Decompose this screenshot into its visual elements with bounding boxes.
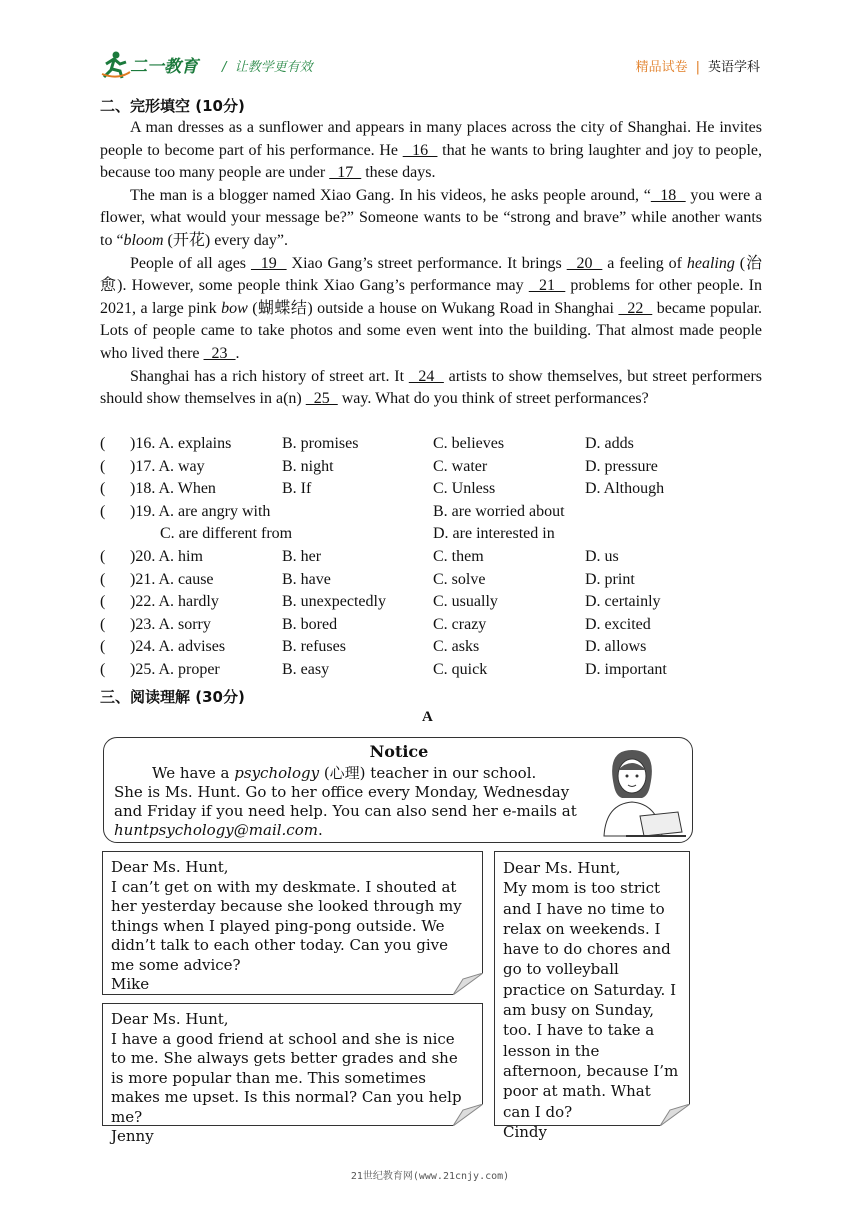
slogan-text: 让教学更有效 bbox=[234, 60, 313, 75]
letter-mike bbox=[102, 851, 483, 995]
option-num: )20. A. him bbox=[130, 547, 203, 565]
section-2-title: 二、完形填空 (10分) bbox=[100, 97, 245, 115]
cloze-paragraph bbox=[100, 253, 762, 366]
option-b: B. her bbox=[282, 547, 322, 565]
notice-line1c: (心理) teacher in our school. bbox=[319, 764, 537, 782]
passage-text: A man dresses as a sunflower and appears in many places across the city of Shanghai. He invites people to become part of his performance. He bbox=[100, 119, 762, 159]
cloze-paragraph bbox=[100, 366, 762, 411]
passage-label: A bbox=[422, 709, 433, 725]
option-num: )19. A. are angry with bbox=[130, 502, 271, 520]
header-slogan bbox=[222, 56, 313, 75]
passage-text: problems for other people. In 2021, a large pink bbox=[100, 277, 763, 317]
option-row bbox=[100, 433, 760, 456]
page-footer: 21世纪教育网(www.21cnjy.com) bbox=[350, 1171, 510, 1182]
option-num: )23. A. sorry bbox=[130, 615, 211, 633]
slash-divider: / bbox=[222, 60, 227, 75]
option-b: B. promises bbox=[282, 435, 359, 452]
passage-text: (治愈). However, some people think Xiao Gang’s performance may bbox=[100, 254, 763, 295]
option-b: B. have bbox=[282, 570, 331, 588]
header-tags bbox=[636, 56, 760, 75]
notice-psychology: psychology bbox=[234, 764, 320, 782]
cloze-passage bbox=[100, 117, 762, 411]
notice-rest: She is Ms. Hunt. Go to her office every Monday, Wednesday and Friday if you need help. You can also send her e-mails at bbox=[114, 783, 577, 820]
option-d: D. Although bbox=[585, 480, 665, 498]
letter-cindy bbox=[494, 851, 690, 1141]
answer-paren[interactable]: ( bbox=[100, 435, 106, 452]
notice-email: huntpsychology@mail.com bbox=[114, 821, 318, 839]
option-row bbox=[100, 636, 760, 659]
cloze-options bbox=[100, 433, 760, 682]
teacher-laptop-icon bbox=[592, 746, 688, 838]
option-row bbox=[100, 456, 760, 479]
blank-23: 23 bbox=[203, 344, 236, 362]
answer-paren[interactable]: ( bbox=[100, 480, 106, 498]
blank-17: 17 bbox=[329, 164, 362, 182]
option-d: D. pressure bbox=[585, 457, 658, 475]
option-d: D. excited bbox=[585, 615, 651, 633]
option-c: C. asks bbox=[433, 638, 480, 656]
option-c: C. Unless bbox=[433, 480, 496, 498]
passage-text: (开花) every day”. bbox=[163, 231, 288, 249]
answer-paren[interactable]: ( bbox=[100, 660, 106, 678]
passage-text: way. What do you think of street performances? bbox=[337, 390, 649, 408]
italic-word: healing bbox=[686, 254, 735, 272]
passage-text: artists to show themselves, but street performers should show themselves in a(n) bbox=[100, 367, 763, 408]
notice-line1a: We have a bbox=[152, 764, 235, 782]
notice-end: . bbox=[317, 821, 323, 839]
page-header bbox=[100, 48, 760, 82]
option-num: )22. A. hardly bbox=[130, 593, 219, 611]
page-curl-icon bbox=[660, 1104, 690, 1126]
letter-cindy-text: Dear Ms. Hunt, My mom is too strict and I have no time to relax on weekends. I have to do chores and go to volleyball practice on Saturday. I am busy on Sunday, too. I have to take a lesson in the afternoon, because I’m poor at math. What can I do? Cindy bbox=[503, 859, 679, 1141]
passage-text: you were a flower, what would your message be?” Someone wants to be “strong and brave” while another wants to “ bbox=[100, 186, 763, 249]
blank-19: 19 bbox=[250, 254, 287, 272]
section-3-title: 三、阅读理解 (30分) bbox=[100, 688, 245, 706]
option-num: )21. A. cause bbox=[130, 570, 214, 588]
option-row bbox=[100, 659, 760, 682]
option-b: B. night bbox=[282, 457, 334, 475]
passage-text: became popular. Lots of people came to take photos and some even went into the building. That almost made people who lived there bbox=[100, 299, 763, 362]
letter-jenny bbox=[102, 1003, 483, 1145]
letter-mike-text: Dear Ms. Hunt, I can’t get on with my deskmate. I shouted at her yesterday because she looked through my things when I played ping-pong outside. We didn’t talk to each other today. Can you give me some advice? Mike bbox=[111, 858, 462, 993]
blank-24: 24 bbox=[408, 367, 444, 385]
option-b: B. bored bbox=[282, 615, 338, 633]
option-row bbox=[100, 523, 760, 546]
option-c: C. believes bbox=[433, 435, 505, 452]
answer-paren[interactable]: ( bbox=[100, 570, 106, 588]
passage-text: Shanghai has a rich history of street art. It bbox=[130, 367, 409, 385]
cloze-paragraph bbox=[100, 117, 762, 185]
option-c: C. them bbox=[433, 547, 484, 565]
blank-21: 21 bbox=[528, 277, 566, 295]
option-c: C. quick bbox=[433, 660, 488, 678]
passage-text: a feeling of bbox=[602, 254, 687, 272]
page-curl-icon bbox=[453, 1104, 483, 1126]
italic-word: bow bbox=[221, 299, 248, 317]
option-row bbox=[100, 478, 760, 501]
answer-paren[interactable]: ( bbox=[100, 457, 106, 475]
answer-paren[interactable]: ( bbox=[100, 547, 106, 565]
option-d: D. adds bbox=[585, 435, 634, 452]
option-c: C. water bbox=[433, 457, 488, 475]
option-b: B. easy bbox=[282, 660, 330, 678]
answer-paren[interactable]: ( bbox=[100, 593, 106, 611]
option-b: B. refuses bbox=[282, 638, 346, 656]
option-num: )24. A. advises bbox=[130, 638, 226, 656]
passage-text: Xiao Gang’s street performance. It brings bbox=[286, 254, 567, 272]
option-row bbox=[100, 591, 760, 614]
passage-text: People of all ages bbox=[130, 254, 251, 272]
answer-paren[interactable]: ( bbox=[100, 502, 106, 520]
blank-22: 22 bbox=[618, 299, 653, 317]
notice-title: Notice bbox=[369, 742, 429, 761]
passage-text: . bbox=[235, 344, 240, 362]
option-row bbox=[100, 569, 760, 592]
option-num: )16. A. explains bbox=[130, 435, 232, 452]
option-row bbox=[100, 546, 760, 569]
option-d: D. print bbox=[585, 570, 635, 588]
option-b: B. If bbox=[282, 480, 312, 498]
blank-16: 16 bbox=[402, 141, 438, 159]
passage-text: that he wants to bring laughter and joy to people, because too many people are under bbox=[100, 141, 763, 182]
option-d: D. important bbox=[585, 660, 667, 678]
option-d: D. allows bbox=[585, 638, 647, 656]
passage-text: (蝴蝶结) outside a house on Wukang Road in Shanghai bbox=[247, 299, 619, 317]
blank-25: 25 bbox=[305, 390, 338, 408]
option-d: D. certainly bbox=[585, 593, 661, 611]
notice-box bbox=[103, 737, 693, 843]
italic-word: bloom bbox=[123, 231, 164, 249]
letter-jenny-text: Dear Ms. Hunt, I have a good friend at school and she is nice to me. She always gets better grades and she is more popular than me. This sometimes makes me upset. Is this normal? Can you help me? Jenny bbox=[111, 1010, 462, 1145]
passage-text: The man is a blogger named Xiao Gang. In his videos, he asks people around, “ bbox=[130, 186, 651, 204]
notice-body bbox=[114, 764, 584, 840]
option-d: D. us bbox=[585, 547, 619, 565]
option-c: C. solve bbox=[433, 570, 486, 588]
page-curl-icon bbox=[453, 973, 483, 995]
answer-paren[interactable]: ( bbox=[100, 615, 106, 633]
tag-quality-paper: 精品试卷 bbox=[635, 60, 688, 75]
tag-divider: | bbox=[695, 60, 700, 75]
option-c: B. are worried about bbox=[433, 502, 565, 520]
option-row bbox=[100, 614, 760, 637]
logo-text: 二一教育 bbox=[130, 57, 198, 77]
answer-paren[interactable]: ( bbox=[100, 638, 106, 656]
option-row bbox=[100, 501, 760, 524]
option-c: C. crazy bbox=[433, 615, 487, 633]
blank-20: 20 bbox=[566, 254, 603, 272]
option-b: C. are different from bbox=[160, 525, 293, 543]
option-num: )17. A. way bbox=[130, 457, 205, 475]
option-num: )25. A. proper bbox=[130, 660, 220, 678]
option-num: )18. A. When bbox=[130, 480, 216, 498]
option-b: B. unexpectedly bbox=[282, 593, 386, 611]
cloze-paragraph bbox=[100, 185, 762, 253]
tag-subject: 英语学科 bbox=[707, 60, 760, 75]
option-c: D. are interested in bbox=[433, 525, 555, 543]
passage-text: these days. bbox=[361, 164, 436, 182]
option-c: C. usually bbox=[433, 593, 498, 611]
blank-18: 18 bbox=[650, 186, 686, 204]
